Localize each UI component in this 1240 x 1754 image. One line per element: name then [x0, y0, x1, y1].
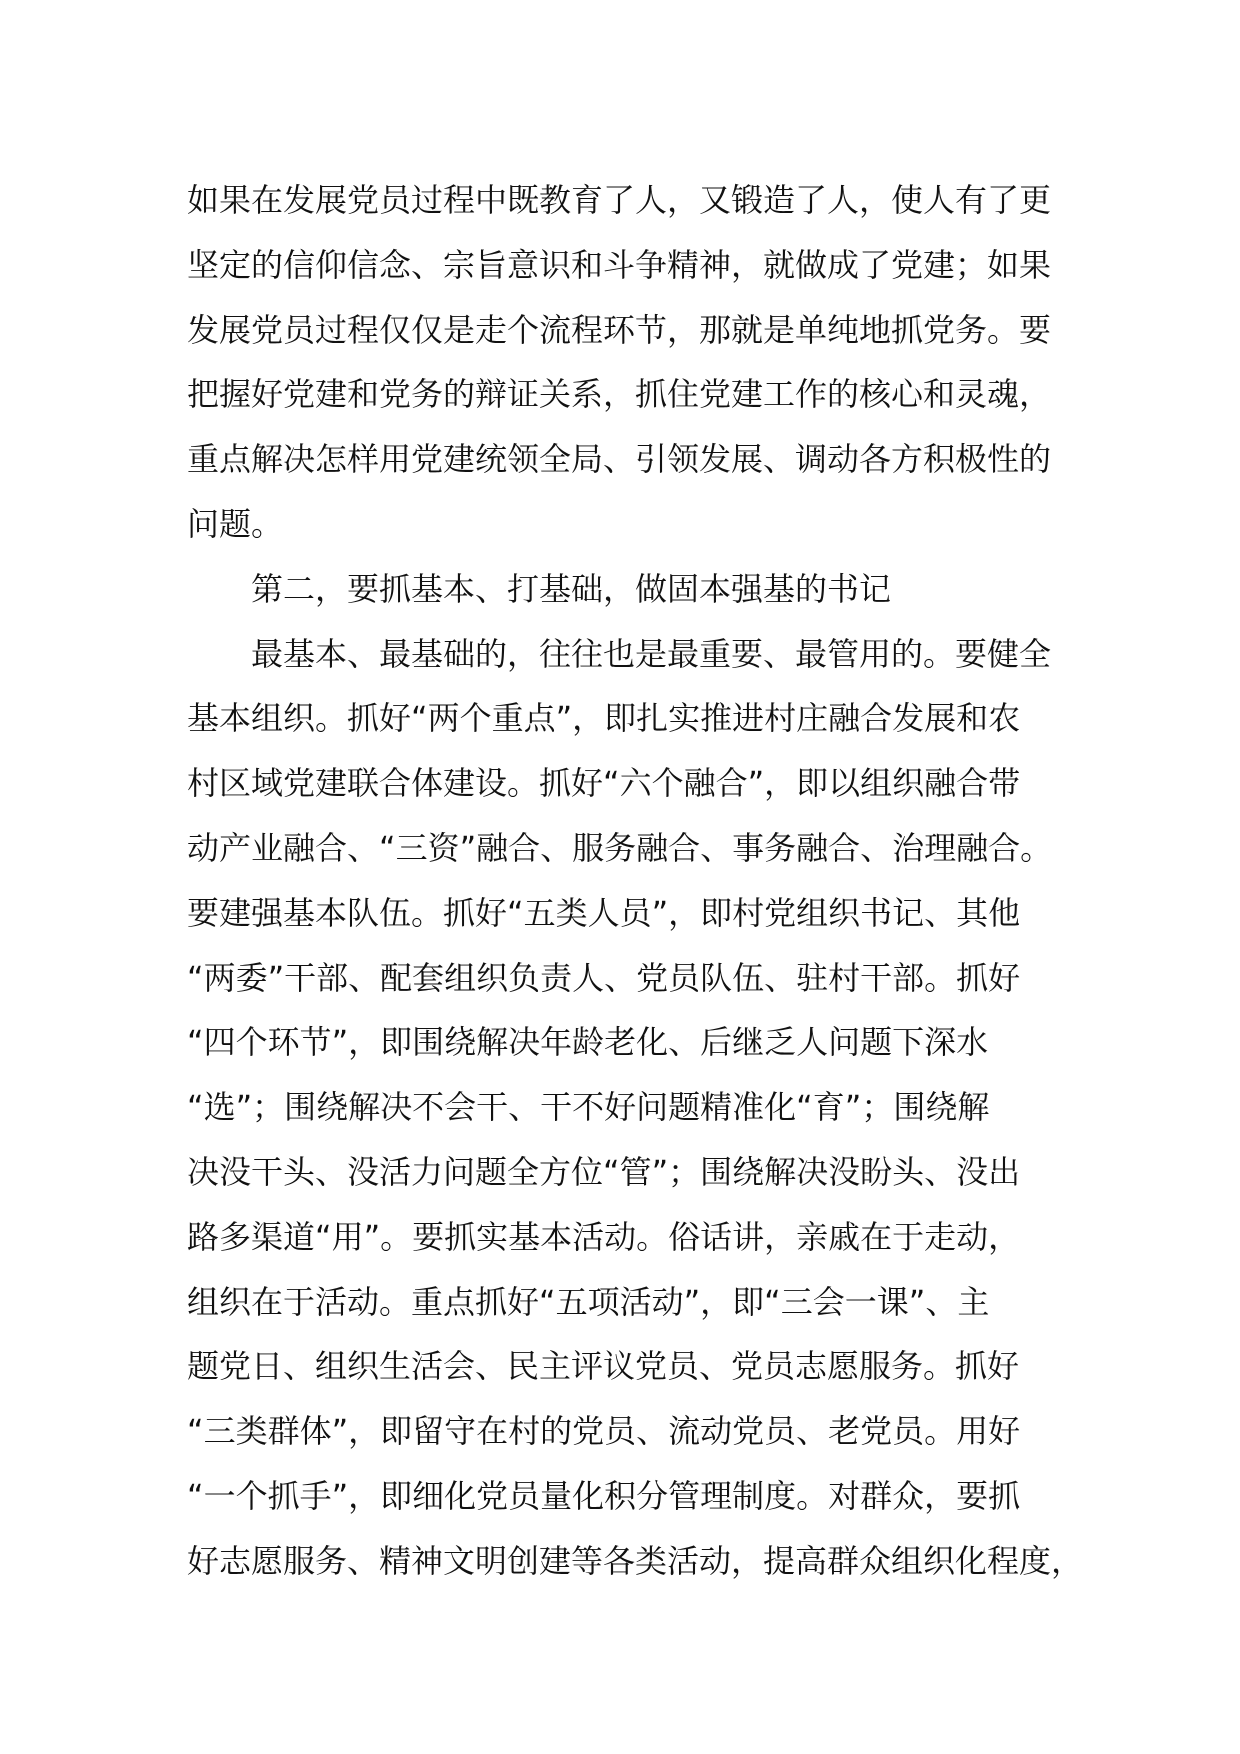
body-text	[187, 168, 1084, 1594]
text-line: 路多渠道“用”。要抓实基本活动。俗话讲，亲戚在于走动，	[187, 1217, 1021, 1256]
text-line: 要建强基本队伍。抓好“五类人员”，即村党组织书记、其他	[187, 893, 1021, 932]
paragraph-first-line: 最基本、最基础的，往往也是最重要、最管用的。要健全	[251, 634, 1052, 673]
text-line: 好志愿服务、精神文明创建等各类活动，提高群众组织化程度，	[187, 1541, 1084, 1580]
text-line: “一个抓手”，即细化党员量化积分管理制度。对群众，要抓	[187, 1476, 1021, 1515]
text-line: 基本组织。抓好“两个重点”，即扎实推进村庄融合发展和农	[187, 699, 1021, 738]
text-line: 问题。	[187, 504, 284, 543]
text-line: 坚定的信仰信念、宗旨意识和斗争精神，就做成了党建；如果	[187, 245, 1052, 284]
text-line: 如果在发展党员过程中既教育了人，又锻造了人，使人有了更	[187, 181, 1052, 219]
text-line: 组织在于活动。重点抓好“五项活动”，即“三会一课”、主	[187, 1282, 990, 1321]
text-line: “选”；围绕解决不会干、干不好问题精准化“育”；围绕解	[187, 1088, 990, 1127]
text-line: 重点解决怎样用党建统领全局、引领发展、调动各方积极性的	[187, 440, 1052, 479]
text-line: “四个环节”，即围绕解决年龄老化、后继乏人问题下深水	[187, 1023, 989, 1062]
section-heading: 第二，要抓基本、打基础，做固本强基的书记	[251, 569, 892, 608]
text-line: 题党日、组织生活会、民主评议党员、党员志愿服务。抓好	[187, 1347, 1020, 1386]
text-line: “两委”干部、配套组织负责人、党员队伍、驻村干部。抓好	[187, 958, 1021, 997]
text-line: 决没干头、没活力问题全方位“管”；围绕解决没盼头、没出	[187, 1152, 1021, 1191]
text-line: 动产业融合、“三资”融合、服务融合、事务融合、治理融合。	[187, 828, 1053, 867]
text-line: 发展党员过程仅仅是走个流程环节，那就是单纯地抓党务。要	[187, 310, 1052, 349]
text-line: 把握好党建和党务的辩证关系，抓住党建工作的核心和灵魂，	[187, 375, 1052, 414]
text-line: “三类群体”，即留守在村的党员、流动党员、老党员。用好	[187, 1412, 1021, 1451]
text-line: 村区域党建联合体建设。抓好“六个融合”，即以组织融合带	[187, 764, 1021, 803]
